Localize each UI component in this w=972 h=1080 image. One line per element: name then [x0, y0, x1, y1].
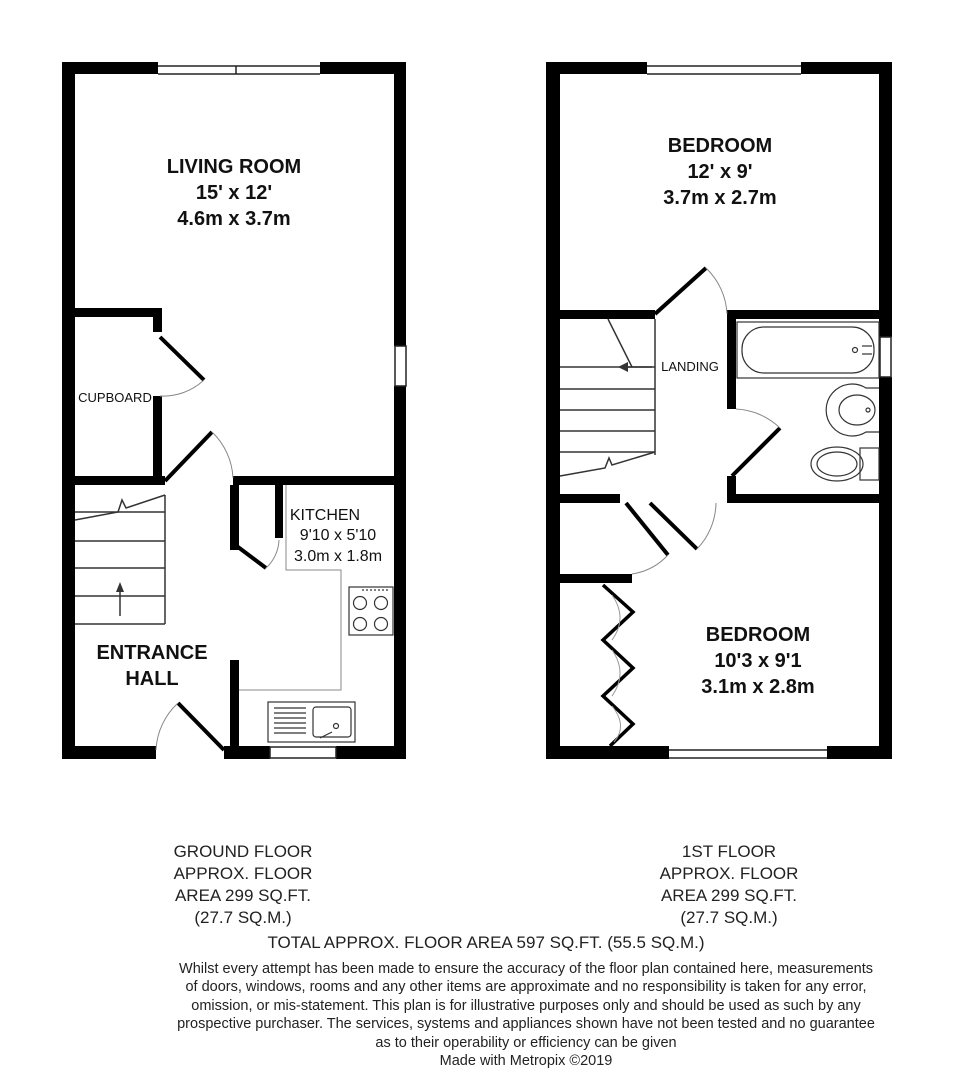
ground-floor-summary: [143, 841, 343, 929]
living-room-dim-metric: 4.6m x 3.7m: [177, 208, 291, 230]
bath: [737, 322, 879, 378]
ground-floor-stairs: [75, 495, 165, 624]
entrance-hall-name-line2: HALL: [125, 668, 179, 690]
ground-floor-summary-line: AREA 299 SQ.FT.: [174, 886, 312, 905]
first-floor-plan: [546, 62, 892, 759]
front-door: [156, 703, 224, 750]
kitchen-dim-metric: 3.0m x 1.8m: [293, 548, 383, 565]
living-room-door: [165, 432, 233, 481]
cupboard-door: [160, 337, 204, 396]
bedroom1-door: [655, 268, 727, 314]
cupboard-label: CUPBOARD: [78, 390, 152, 405]
first-floor-summary-line: AREA 299 SQ.FT.: [660, 886, 798, 905]
total-floor-area: TOTAL APPROX. FLOOR AREA 597 SQ.FT. (55.5 SQ.M.): [267, 933, 705, 952]
bedroom1-window: [647, 66, 801, 74]
kitchen-hob: [349, 587, 393, 635]
disclaimer-line: prospective purchaser. The services, systems and appliances shown have not been tested and no guarantee: [177, 1016, 875, 1033]
bedroom2-dim-imperial: 10'3 x 9'1: [714, 650, 802, 672]
first-floor-summary-line: (27.7 SQ.M.): [680, 908, 778, 927]
living-room-name: LIVING ROOM: [166, 156, 302, 178]
ground-floor-plan: [62, 62, 406, 759]
disclaimer-line: Whilst every attempt has been made to ensure the accuracy of the floor plan contained here, measurements: [179, 961, 873, 977]
ground-floor-summary-line: APPROX. FLOOR: [173, 864, 313, 883]
entrance-hall-name-line1: ENTRANCE: [96, 642, 208, 664]
kitchen-sink: [268, 702, 355, 742]
kitchen-door: [234, 540, 279, 568]
basin: [826, 384, 879, 436]
bedroom2-window: [669, 750, 827, 758]
living-room-window-side: [395, 346, 406, 386]
bedroom1-dim-metric: 3.7m x 2.7m: [663, 187, 777, 209]
bedroom1-dim-imperial: 12' x 9': [687, 161, 753, 183]
kitchen-name: KITCHEN: [289, 507, 361, 524]
bedroom2-name: BEDROOM: [705, 624, 811, 646]
credit-line: Made with Metropix ©2019: [439, 1053, 613, 1070]
first-floor-summary-line: APPROX. FLOOR: [659, 864, 799, 883]
living-room-window-top: [158, 66, 320, 74]
toilet: [811, 447, 879, 481]
disclaimer-line: of doors, windows, rooms and any other items are approximate and no responsibility is taken for any error,: [185, 979, 867, 996]
kitchen-window: [270, 747, 336, 758]
disclaimer: [100, 960, 952, 1070]
ground-floor-summary-line: GROUND FLOOR: [173, 842, 313, 861]
living-room-dim-imperial: 15' x 12': [195, 182, 273, 204]
first-floor-summary: [629, 841, 829, 929]
first-floor-summary-line: 1ST FLOOR: [681, 842, 777, 861]
ground-floor-summary-line: (27.7 SQ.M.): [194, 908, 292, 927]
first-floor-stairs: [560, 319, 655, 476]
disclaimer-line: as to their operability or efficiency can be given: [375, 1034, 677, 1051]
landing-label: LANDING: [661, 359, 719, 374]
disclaimer-line: omission, or mis-statement. This plan is for illustrative purposes only and should be used as such by any: [191, 997, 861, 1014]
bedroom2-dim-metric: 3.1m x 2.8m: [701, 676, 815, 698]
wardrobe-doors: [603, 585, 633, 746]
bathroom-window: [880, 337, 891, 377]
bathroom-door: [732, 409, 780, 476]
bedroom1-name: BEDROOM: [667, 135, 773, 157]
kitchen-dim-imperial: 9'10 x 5'10: [299, 527, 377, 544]
